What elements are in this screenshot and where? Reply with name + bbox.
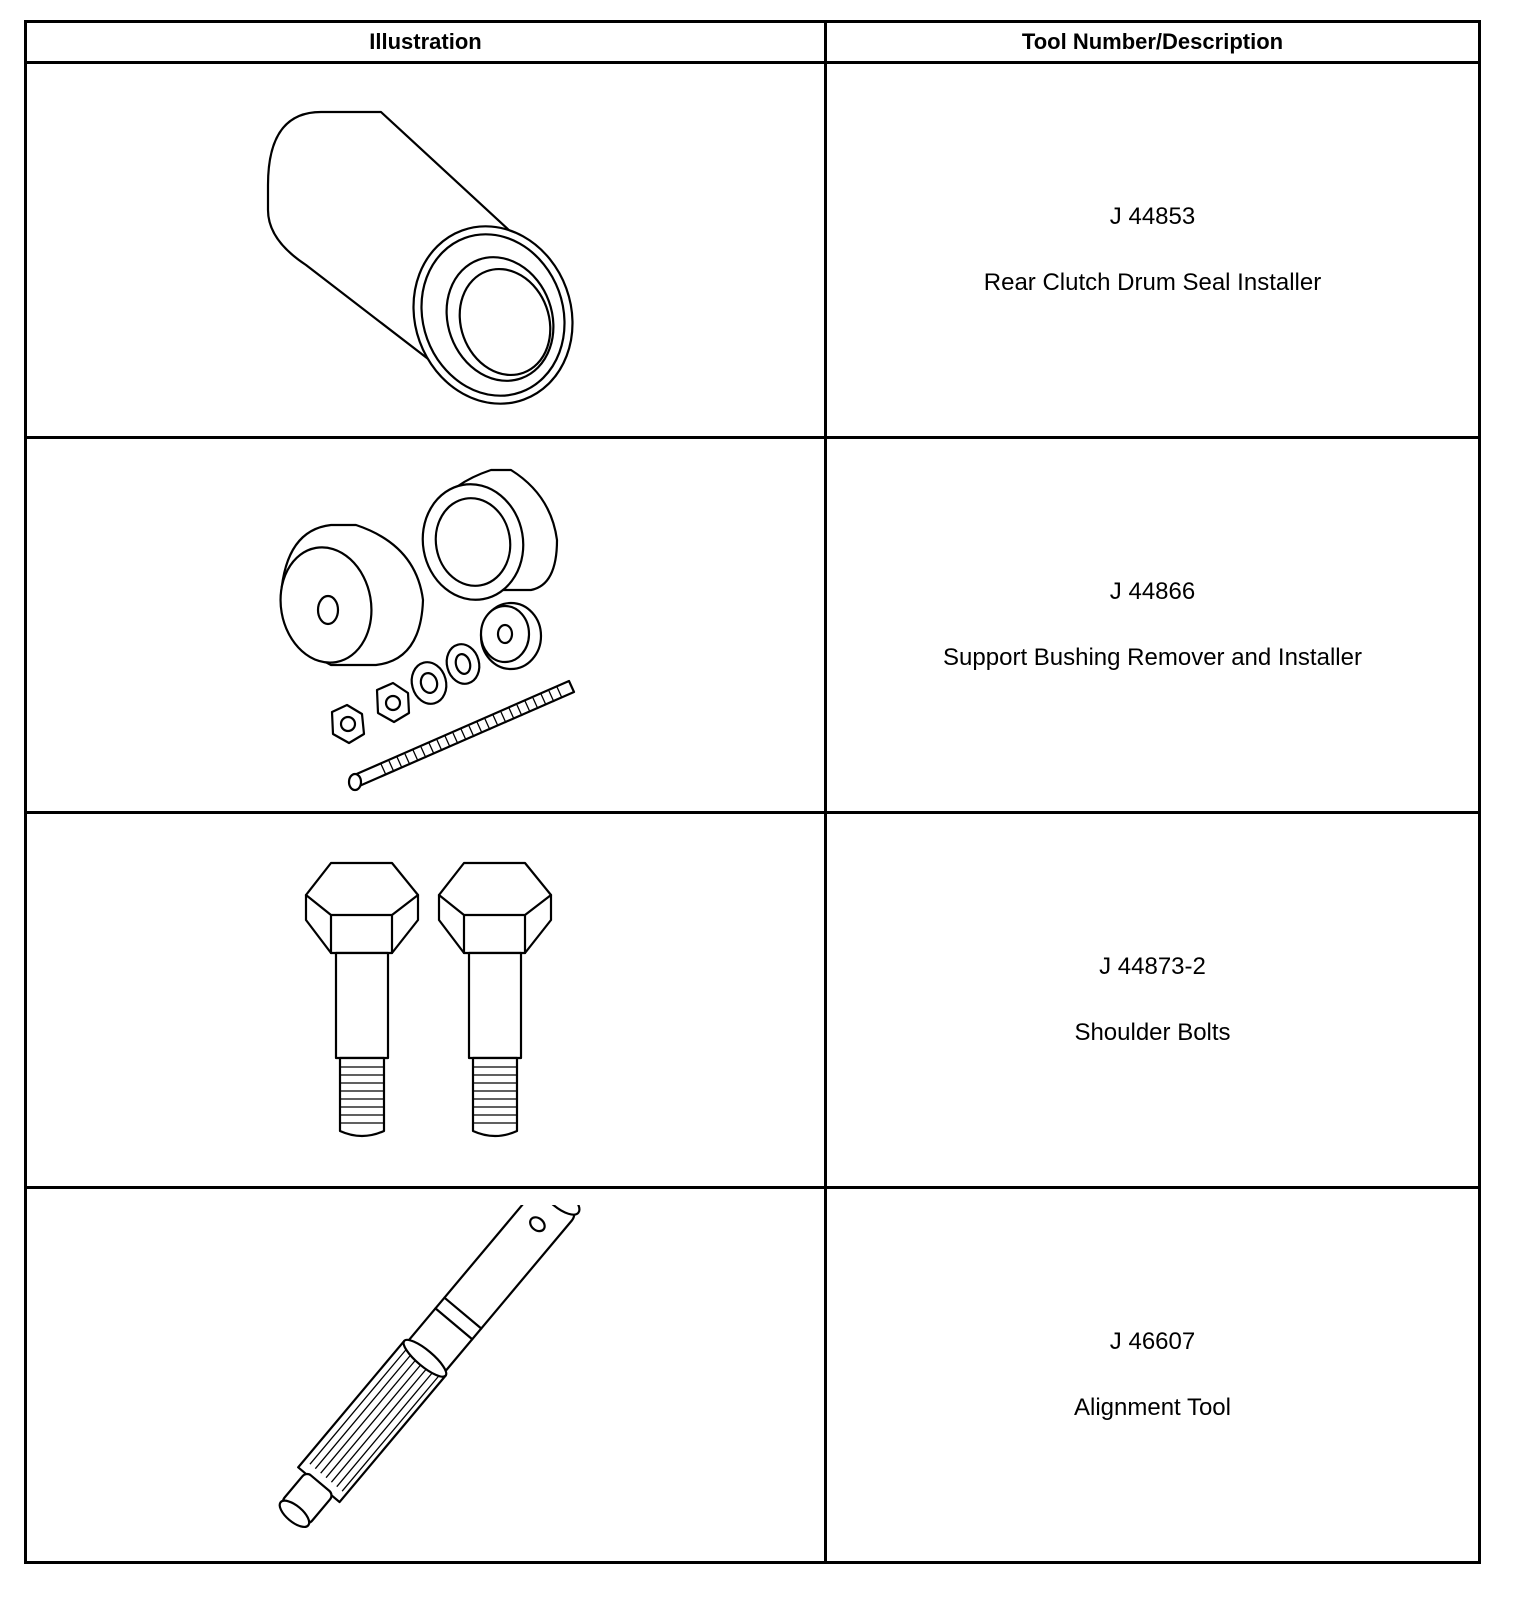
shoulder-bolt-right — [439, 863, 551, 1136]
shoulder-bolt-left — [306, 863, 418, 1136]
illustration-cell — [26, 1188, 826, 1563]
tool-number: J 44873-2 — [1099, 953, 1206, 980]
description-cell — [826, 63, 1480, 438]
table-row — [26, 1188, 1480, 1563]
seal-installer-icon — [246, 95, 606, 405]
tool-number: J 44853 — [1109, 203, 1196, 230]
header-illustration: Illustration — [26, 22, 826, 63]
description-cell — [826, 1188, 1480, 1563]
description-cell — [826, 438, 1480, 813]
alignment-shaft-icon — [261, 1205, 591, 1545]
header-row — [26, 22, 1480, 63]
tool-description: Support Bushing Remover and Installer — [943, 644, 1362, 671]
table-row — [26, 813, 1480, 1188]
bushing-tool-kit-icon — [266, 455, 586, 795]
illustration-cell — [26, 63, 826, 438]
tool-number: J 46607 — [1109, 1328, 1196, 1355]
table-row — [26, 63, 1480, 438]
special-tools-table — [24, 20, 1481, 1564]
illustration-cell — [26, 438, 826, 813]
tool-number: J 44866 — [1109, 578, 1196, 605]
illustration-cell — [26, 813, 826, 1188]
tool-description: Rear Clutch Drum Seal Installer — [983, 269, 1322, 296]
description-cell — [826, 813, 1480, 1188]
tool-description: Alignment Tool — [1074, 1394, 1231, 1421]
table-row — [26, 438, 1480, 813]
tool-description: Shoulder Bolts — [1074, 1019, 1231, 1046]
shoulder-bolts-icon — [296, 845, 556, 1155]
header-tool-description: Tool Number/Description — [826, 22, 1480, 63]
